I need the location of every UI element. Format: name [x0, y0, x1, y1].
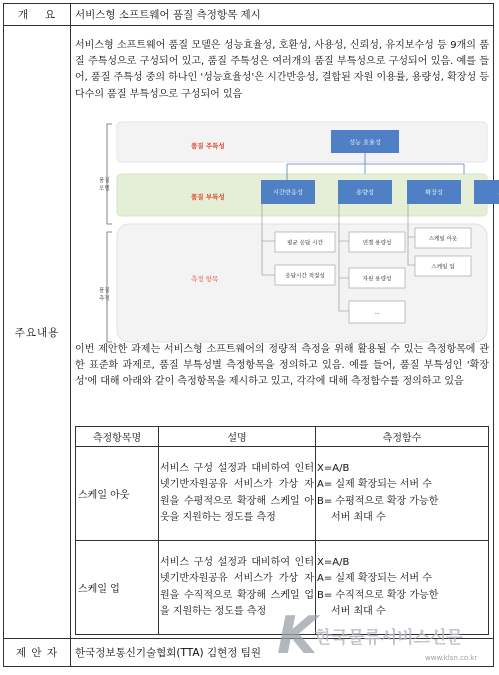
row-label-main: 품질 주특성	[191, 142, 225, 150]
watermark-logo-icon: K	[277, 606, 318, 666]
header-name: 측정항목명	[76, 427, 159, 447]
header-func: 측정함수	[316, 427, 489, 447]
newspaper-watermark	[275, 605, 499, 671]
row-desc: 서비스 구성 설정과 대비하여 인터넷기반자원공유 서비스가 가상 자원을 수평적으로 확장해 스케일 아웃을 지원하는 정도를 측정	[159, 447, 316, 541]
measure-node-2-label: 응답시간 적절성	[285, 273, 325, 280]
sub-node-1-label: 시간반응성	[273, 189, 303, 197]
side-bracket	[107, 124, 112, 342]
measure-node-3-label: 연결 용량성	[362, 240, 392, 247]
intro-paragraph: 서비스형 소프트웨어 품질 모델은 성능효율성, 호환성, 사용성, 신뢰성, 유지보수성 등 9개의 품질 주특성으로 구성되어 있고, 품질 주특성은 여러개의 품질 부특성으로 구성되어 있음. 예를 들어, 품질 주특성 중의 하나인 '성능효율성'은 시간반응성, 결합된 자원 이용률, 용량성, 확장성 등 다수의 품질 부특성으로 구성되어 있음	[75, 40, 489, 100]
func-line: A= 실제 확장되는 서버 수	[317, 573, 432, 584]
row-label-measure: 측정 항목	[191, 275, 219, 283]
func-line: A= 실제 확장되는 서버 수	[317, 479, 432, 490]
sub-node-4	[474, 180, 499, 204]
measure-node-6-label: 스케일 아웃	[428, 236, 458, 243]
overview-row	[4, 4, 493, 26]
sub-node-2-label: 용량성	[356, 189, 374, 197]
side-label-measure: 품질 측정	[99, 288, 110, 302]
func-line: X=A/B	[317, 556, 350, 568]
row-label-sub: 품질 부특성	[191, 193, 225, 201]
watermark-name: 한국물류서비스신문	[315, 628, 463, 648]
main-content-row	[4, 26, 493, 639]
table-row	[76, 447, 489, 541]
measure-table	[75, 426, 489, 635]
proposer-label: 제 안 자	[4, 639, 71, 666]
side-label-model: 품질 모델	[99, 178, 110, 192]
row-name: 스케일 업	[76, 541, 159, 635]
measure-node-1-label: 평균 응답 시간	[287, 240, 323, 247]
row-desc: 서비스 구성 설정과 대비하여 인터넷기반자원공유 서비스가 가상 자원을 수직적으로 확장해 스케일 업을 지원하는 정도를 측정	[159, 541, 316, 635]
func-line: X=A/B	[317, 462, 350, 474]
func-line: 서버 최대 수	[331, 606, 386, 617]
func-line: B= 수직적으로 확장 가능한	[317, 589, 439, 601]
overview-value: 서비스형 소프트웨어 품질 측정항목 제시	[75, 9, 261, 21]
main-content-cell	[72, 26, 493, 638]
overview-label: 개 요	[4, 4, 71, 25]
measure-node-4-label: 자원 용량성	[362, 276, 392, 283]
proposal-paragraph: 이번 제안한 과제는 서비스형 소프트웨어의 정량적 측정을 위해 활용될 수 있는 측정항목에 관한 표준화 과제로, 품질 부특성별 측정항목을 정의하고 있음. 예를 들어, 품질 부특성인 '확장성'에 대해 아래와 같이 측정항목을 제시하고 있고, 각각에 대해 측정함수를 정의하고 있음	[75, 344, 489, 388]
func-line: 서버 최대 수	[331, 512, 386, 523]
header-desc: 설명	[159, 427, 316, 447]
proposer-value: 한국정보통신기술협회(TTA) 김현정 팀원	[75, 647, 262, 659]
table-header-row	[76, 427, 489, 447]
main-content-label: 주요내용	[4, 26, 71, 638]
measure-node-7-label: 스케일 업	[431, 264, 455, 271]
row-func	[316, 447, 489, 541]
watermark-url: www.klsn.co.kr	[425, 654, 478, 662]
func-line: B= 수평적으로 확장 가능한	[317, 495, 439, 507]
row-name: 스케일 아웃	[76, 447, 159, 541]
measure-node-5-label: ...	[374, 310, 380, 316]
quality-model-diagram	[99, 120, 488, 346]
sub-node-3-label: 확장성	[425, 189, 443, 197]
band-main-characteristic	[117, 122, 487, 162]
proposal-form	[3, 3, 494, 667]
node-main-label: 성능 효율성	[349, 139, 381, 147]
